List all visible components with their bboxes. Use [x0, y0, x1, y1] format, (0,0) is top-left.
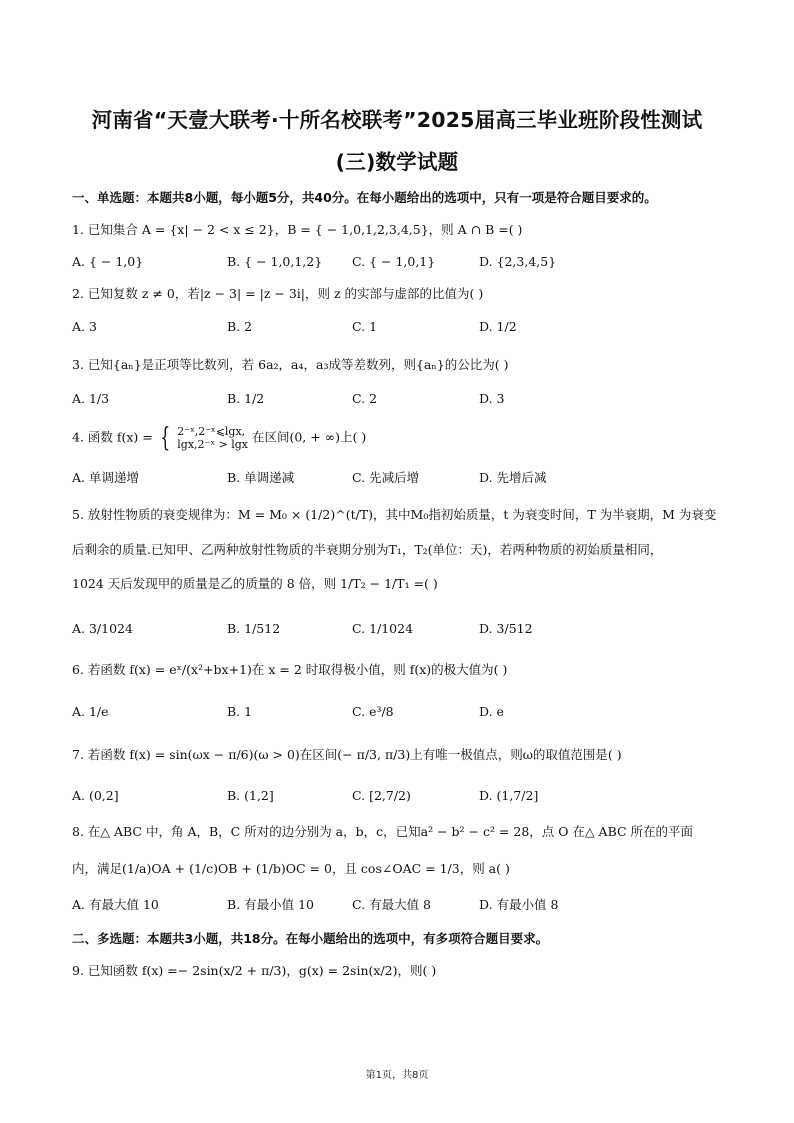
q4-option-c: C. 先减后增 [352, 470, 420, 485]
q8-option-c: C. 有最大值 8 [352, 897, 431, 912]
question-6: 6. 若函数 f(x) = eˣ/(x²+bx+1)在 x = 2 时取得极小值，则 f(x)的极大值为( ) [72, 662, 508, 677]
q2-option-a: A. 3 [72, 319, 97, 334]
q1-option-d: D. {2,3,4,5} [479, 254, 557, 269]
q2-option-b: B. 2 [227, 319, 253, 334]
q8-option-a: A. 有最大值 10 [72, 897, 159, 912]
q7-option-d: D. (1,7/2] [479, 788, 539, 803]
q5-option-a: A. 3/1024 [72, 621, 133, 636]
q6-option-d: D. e [479, 704, 504, 719]
section-single-choice-header: 一、单选题：本题共8小题，每小题5分，共40分。在每小题给出的选项中，只有一项是符合题目要求的。 [72, 190, 657, 205]
question-4 [72, 425, 366, 451]
q5-option-d: D. 3/512 [479, 621, 533, 636]
question-3-options [72, 390, 732, 410]
q3-option-d: D. 3 [479, 391, 505, 406]
q6-option-a: A. 1/e [72, 704, 109, 719]
q6-option-b: B. 1 [227, 704, 253, 719]
page-footer: 第1页，共8页 [365, 1070, 429, 1081]
question-6-options [72, 703, 732, 723]
question-1-options [72, 253, 732, 273]
q2-option-d: D. 1/2 [479, 319, 517, 334]
question-8-line-2: 内，满足(1/a)OA + (1/c)OB + (1/b)OC = 0，且 cos∠OAC = 1/3，则 a( ) [72, 861, 510, 876]
q5-option-c: C. 1/1024 [352, 621, 414, 636]
question-8-line-1: 8. 在△ ABC 中，角 A，B，C 所对的边分别为 a，b，c，已知a² − b² − c² = 28，点 O 在△ ABC 所在的平面 [72, 824, 694, 839]
section-multiple-choice-header: 二、多选题：本题共3小题，共18分。在每小题给出的选项中，有多项符合题目要求。 [72, 931, 549, 946]
q4-option-d: D. 先增后减 [479, 470, 547, 485]
question-7: 7. 若函数 f(x) = sin(ωx − π/6)(ω > 0)在区间(− π/3, π/3)上有唯一极值点，则ω的取值范围是( ) [72, 747, 622, 762]
q1-option-c: C. { − 1,0,1} [352, 254, 436, 269]
question-5-line-3: 1024 天后发现甲的质量是乙的质量的 8 倍，则 1/T₂ − 1/T₁ =( ) [72, 576, 438, 591]
q4-cases [177, 425, 248, 451]
q3-option-c: C. 2 [352, 391, 378, 406]
q4-case-2: lgx,2⁻ˣ > lgx [177, 438, 248, 451]
q4-prefix: 4. 函数 f(x) = [72, 429, 153, 445]
question-3: 3. 已知{aₙ}是正项等比数列，若 6a₂，a₄，a₃成等差数列，则{aₙ}的公比为( ) [72, 357, 509, 372]
q8-option-d: D. 有最小值 8 [479, 897, 559, 912]
question-5-line-2: 后剩余的质量.已知甲、乙两种放射性物质的半衰期分别为T₁，T₂(单位：天)，若两种物质的初始质量相同， [72, 542, 663, 557]
exam-title-line1: 河南省“天壹大联考·十所名校联考”2025届高三毕业班阶段性测试 [91, 108, 703, 132]
q2-option-c: C. 1 [352, 319, 378, 334]
q4-brace: { [160, 423, 170, 453]
question-2-options [72, 318, 732, 338]
question-7-options [72, 787, 732, 807]
q5-option-b: B. 1/512 [227, 621, 281, 636]
question-2: 2. 已知复数 z ≠ 0，若|z − 3| = |z − 3i|，则 z 的实部与虚部的比值为( ) [72, 286, 484, 301]
q4-option-a: A. 单调递增 [72, 470, 139, 485]
q1-option-b: B. { − 1,0,1,2} [227, 254, 323, 269]
q4-suffix: 在区间(0, + ∞)上( ) [251, 429, 367, 445]
question-9: 9. 已知函数 f(x) =− 2sin(x/2 + π/3)，g(x) = 2sin(x/2)，则( ) [72, 963, 437, 978]
q6-option-c: C. e³/8 [352, 704, 394, 719]
q7-option-c: C. [2,7/2) [352, 788, 411, 803]
exam-title-line2: (三)数学试题 [335, 150, 459, 174]
q7-option-b: B. (1,2] [227, 788, 274, 803]
q4-case-1: 2⁻ˣ,2⁻ˣ⩽lgx, [177, 425, 246, 438]
question-5-options [72, 620, 732, 640]
question-5-line-1: 5. 放射性物质的衰变规律为：M = M₀ × (1/2)^(t/T)，其中M₀指初始质量，t 为衰变时间，T 为半衰期，M 为衰变 [72, 507, 717, 522]
q4-option-b: B. 单调递减 [227, 470, 295, 485]
q7-option-a: A. (0,2] [72, 788, 119, 803]
q8-option-b: B. 有最小值 10 [227, 897, 315, 912]
question-1: 1. 已知集合 A = {x| − 2 < x ≤ 2}，B = { − 1,0,1,2,3,4,5}，则 A ∩ B =( ) [72, 222, 523, 237]
q1-option-a: A. { − 1,0} [72, 254, 144, 269]
q3-option-b: B. 1/2 [227, 391, 265, 406]
question-4-options [72, 469, 732, 489]
q3-option-a: A. 1/3 [72, 391, 110, 406]
question-8-options [72, 896, 732, 916]
